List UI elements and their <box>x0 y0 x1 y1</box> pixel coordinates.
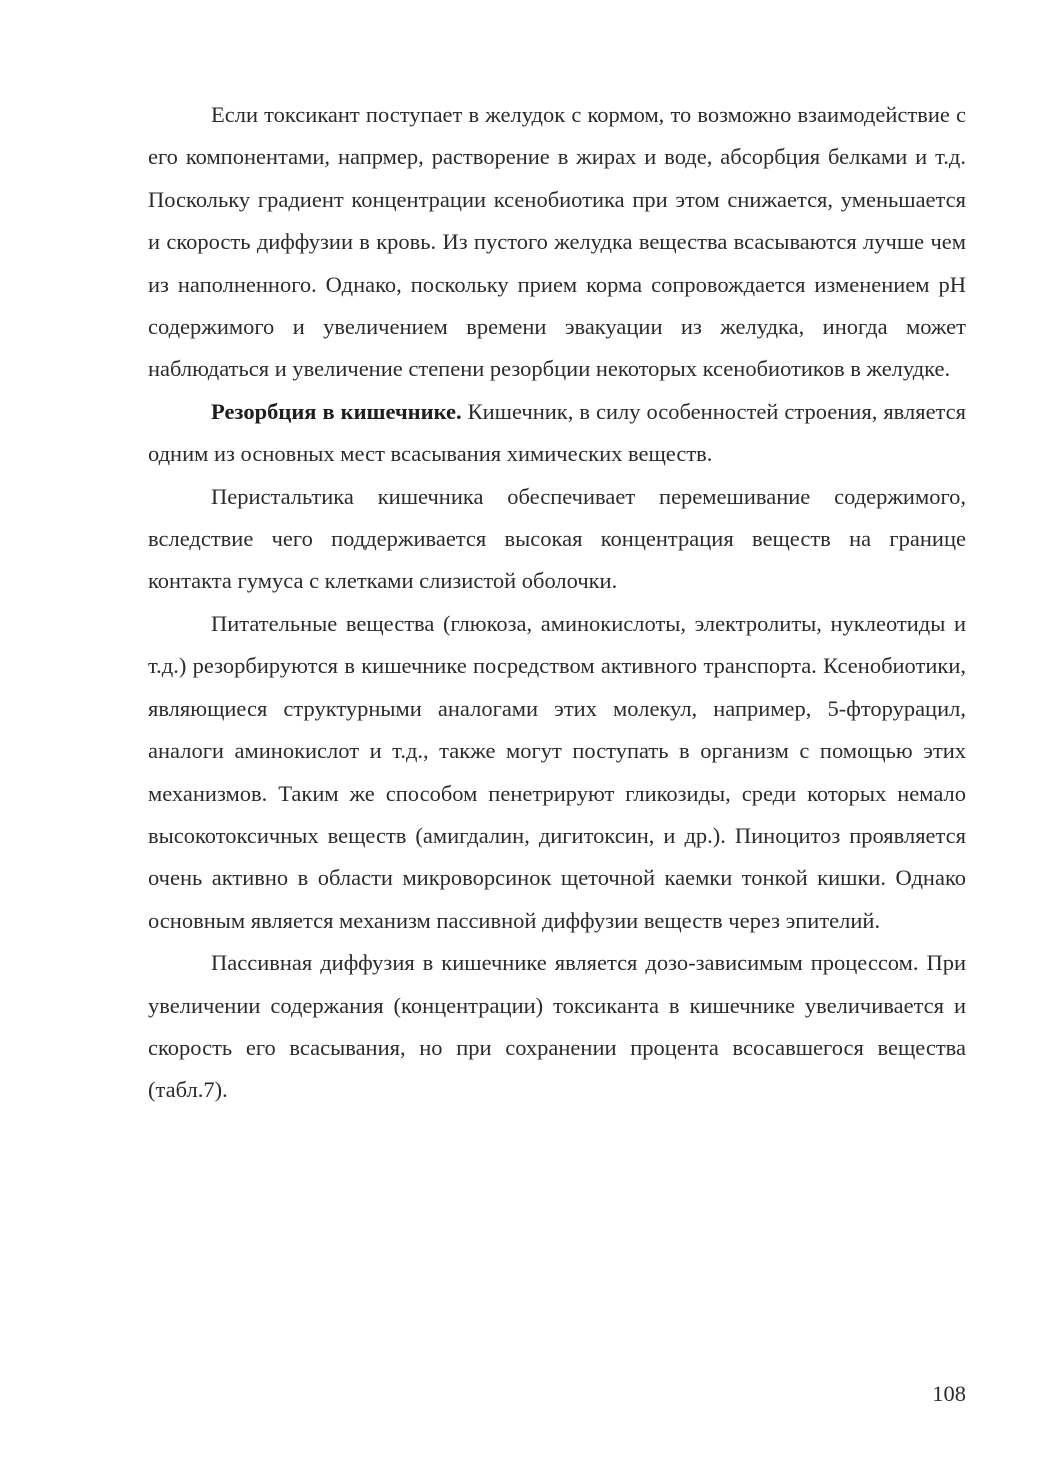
paragraph-text: Кишечник, в силу особенностей строения, является одним из основных мест всасывания химических веществ. <box>148 398 966 467</box>
paragraph-text: Перистальтика кишечника обеспечивает перемешивание содержимого, вследствие чего поддерживается высокая концентрация веществ на границе контакта гумуса с клетками слизистой оболочки. <box>148 483 966 594</box>
paragraph-peristalsis <box>148 476 966 603</box>
paragraph-nutrients <box>148 603 966 942</box>
page-number: 108 <box>932 1381 966 1406</box>
paragraph-toxicant-stomach <box>148 94 966 391</box>
paragraph-text: Пассивная диффузия в кишечнике является дозо-зависимым процессом. При увеличении содержания (концентрации) токсиканта в кишечнике увеличивается и скорость его всасывания, но при сохранении процента всосавшегося вещества (табл.7). <box>148 950 966 1103</box>
paragraph-passive-diffusion <box>148 942 966 1112</box>
body-text <box>148 94 966 1112</box>
paragraph-intestine-resorption <box>148 391 966 476</box>
paragraph-text: Питательные вещества (глюкоза, аминокислоты, электролиты, нуклеотиды и т.д.) резорбируются в кишечнике посредством активного транспорта. Ксенобиотики, являющиеся структурными аналогами этих молекул, например, 5-фторурацил, аналоги аминокислот и т.д., также могут поступать в организм с помощью этих механизмов. Таким же способом пенетрируют гликозиды, среди которых немало высокотоксичных веществ (амигдалин, дигитоксин, и др.). Пиноцитоз проявляется очень активно в области микроворсинок щеточной каемки тонкой кишки. Однако основным является механизм пассивной диффузии веществ через эпителий. <box>148 610 966 933</box>
paragraph-heading: Резорбция в кишечнике. <box>211 398 462 424</box>
paragraph-text: Если токсикант поступает в желудок с кормом, то возможно взаимодействие с его компонентами, напрмер, растворение в жирах и воде, абсорбция белками и т.д. Поскольку градиент концентрации ксенобиотика при этом снижается, уменьшается и скорость диффузии в кровь. Из пустого желудка вещества всасываются лучше чем из наполненного. Однако, поскольку прием корма сопровождается изменением pH содержимого и увеличением времени эвакуации из желудка, иногда может наблюдаться и увеличение степени резорбции некоторых ксенобиотиков в желудке. <box>148 102 966 382</box>
